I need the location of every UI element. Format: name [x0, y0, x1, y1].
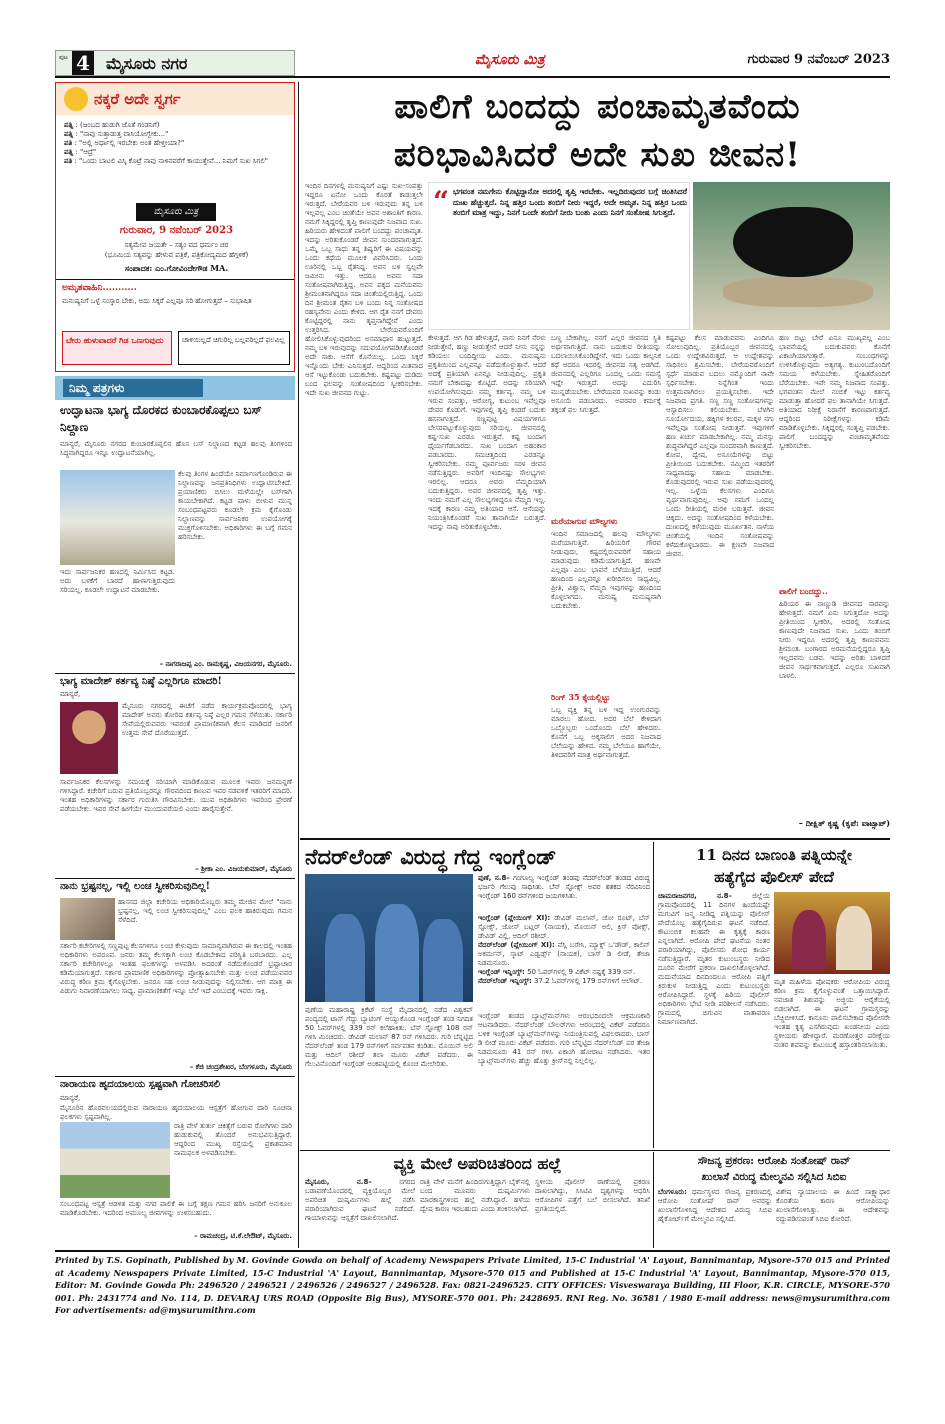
joke-line: ಪತ್ನಿ : "ನಾವು ಸುತ್ತಾಡುತ್ತ ವಾಸಿಯೋಗ್ಬೇಕು...": [64, 130, 169, 138]
player: [423, 919, 463, 1002]
crow-photo: [693, 182, 890, 330]
jokes-title: ನಕ್ಕರೆ ಅದೇ ಸ್ವರ್ಗ: [94, 90, 181, 108]
proverb-right: ಚಾಳಿಯಿಲ್ಲದೆ ಚಿಗುರಿಲ್ಲ ಬಲ್ಲವರಿಲ್ಲದೆ ಫಲವಿಲ್ಲ: [178, 331, 290, 365]
column-rule: [298, 82, 299, 1248]
laughing-face-icon: [64, 87, 88, 111]
imprint: Printed by T.S. Gopinath, Published by M. Govinde Gowda on behalf of Academy Newspapers Private Limited, 15-C Industrial 'A' Layout, Bannimantap, Mysore-570 015 and Printed at Academy Newspapers Private Limited, 15-C Industrial 'A' Layout, Bannimantap, Mysore-570 015 and Published at 15-C Industrial 'A' Layout, Bannimantap, Mysore-570 015, Editor: M. Govinde Gowda Ph: 2496520 / 2496521 / 2496526 / 2496527 / 2496528. Fax: 0821-2496525. CITY OFFICES: Visveswaraya Building, III Floor, K.R. CIRCLE, MYSORE-570 001. Ph: 2431774 and No. 114, D. DEVARAJ URS ROAD (Opposite Big Bus), MYSORE-570 001. Ph: 2428695. RNI Reg. No. 36581 / 1980 E-mail address: news@mysurumithra.com For advertisements: ad@mysurumithra.com: [55, 1255, 890, 1315]
cricket-scores: ಇಂಗ್ಲೆಂಡ್ (ಪ್ಲೇಯಿಂಗ್ XI): ಡೇವಿಡ್ ಮಲಾನ್, ಜೋ ರೂಟ್, ಬೆನ್ ಸ್ಟೋಕ್ಸ್, ಜೋಸ್ ಬಟ್ಲರ್ (ನಾಯಕ), ಮೊಯಿನ್ ಅಲಿ, ಕ್ರಿಸ್ ವೋಕ್ಸ್, ಡೇವಿಡ್ ವಿಲ್ಲಿ, ಆದಿಲ್ ರಶೀದ್. ನೆದರ್‌ಲೆಂಡ್ (ಪ್ಲೇಯಿಂಗ್ XI): ವೆಸ್ಲಿ ಬರೇಸಿ, ಮ್ಯಾಕ್ಸ್ ಒ'ಡೌಡ್, ಕಾಲಿನ್ ಅಕರ್ಮನ್, ಸ್ಕಾಟ್ ಎಡ್ವರ್ಡ್ಸ್ (ನಾಯಕ), ಬಾಸ್ ಡಿ ಲೀಡೆ, ತೇಜಾ ನಿಡಮನೂರು. ಇಂಗ್ಲೆಂಡ್ ಇನ್ನಿಂಗ್ಸ್: 50 ಓವರ್‌ಗಳಲ್ಲಿ 9 ವಿಕೆಟ್ ನಷ್ಟಕ್ಕೆ 339 ರನ್. ನೆದರ್‌ಲೆಂಡ್ ಇನ್ನಿಂಗ್ಸ್: 37.2 ಓವರ್‌ಗಳಲ್ಲಿ 179 ರನ್‌ಗಳಿಗೆ ಆಲೌಟ್.: [478, 914, 650, 985]
letter2-sign: – ಶ್ರೀಕಾ ಎಂ. ವಿಜಯಕುಮಾರ್, ಮೈಸೂರು: [195, 865, 292, 873]
jokes-header: [56, 83, 294, 115]
rock: [723, 277, 873, 307]
handshake-photo: [60, 898, 115, 940]
author-photo: [60, 702, 118, 774]
letters-title: ನಿಮ್ಮ ಪತ್ರಗಳು: [63, 379, 203, 397]
letter2-title: ಭಾಗ್ಯ ಮಾದೇಶ್ ಕರ್ತವ್ಯ ನಿಷ್ಠೆ ಎಲ್ಲರಿಗೂ ಮಾದರಿ!: [60, 676, 222, 687]
letter3-title: ನಾನು ಭ್ರಷ್ಟನಲ್ಲ, ಇಲ್ಲಿ ಲಂಚ ಸ್ವೀಕರಿಸುವುದಿಲ್ಲ!: [60, 881, 210, 892]
divider: [55, 673, 295, 674]
joke-line: ಪತ್ನಿ : (ಜಂಬದ ಹುಡುಗಿ ಜೊತೆ ಗಂಡನಿಗೆ): [64, 121, 160, 129]
date-line: ಗುರುವಾರ 9 ನವೆಂಬರ್ 2023: [747, 52, 890, 67]
section-rule: [300, 1150, 890, 1151]
pull-quote-box: [428, 182, 690, 330]
divider: [55, 1076, 295, 1077]
column-rule: [653, 1152, 654, 1248]
bus-stand-photo: [60, 470, 175, 565]
column-rule: [653, 842, 654, 1148]
joke-line: ಪತಿ : "ಒಂದು ಬಾಟಲಿ ವಿಸ್ಕಿ ಕೊಟ್ರೆ ನಾವು ನಾಳಿನವರೆಗೆ ಕಾಯುತ್ತೇವೆ... ನಿಮಗೆ ಸುಖ ಸಿಗಲಿ": [64, 157, 268, 165]
letter2-sub: ಮಾನ್ಯರೆ,: [60, 690, 81, 698]
attack-headline: ವ್ಯಕ್ತಿ ಮೇಲೆ ಅಪರಿಚಿತರಿಂದ ಹಲ್ಲೆ: [393, 1154, 562, 1173]
footer-rule: [55, 1250, 890, 1252]
letter3-sign: – ಕೆಜಿ ಚಂದ್ರಶೇಖರ, ಬೆಂಗಳೂರು, ಮೈಸೂರು: [189, 1063, 292, 1071]
proverb-left: ಬೇರು ಹುಳುವಾದರೆ ಗಿಡ ಒಣಗುವುದು: [62, 331, 172, 365]
sub-head-1: ಮರೆಯಾಗುವ ಮೌಲ್ಯಗಳು: [551, 516, 618, 526]
divider: [55, 878, 295, 879]
person: [836, 906, 872, 970]
joke-line: ಪತ್ನಿ : "ಆದ್ರೆ": [64, 148, 97, 156]
quote-mark-icon: “: [433, 185, 450, 218]
section-name: ಮೈಸೂರು ನಗರ: [106, 54, 188, 73]
police-headline-2: ಹತ್ಯೆಗೈದ ಪೊಲೀಸ್ ಪೇದೆ: [714, 868, 834, 886]
editor-line: ಸಂಪಾದಕ: ಎಂ.ಗೋವಿಂದೇಗೌಡ MA.: [124, 263, 229, 273]
cricket-intro: ಪುಣೆ, ನ.8– ಗಂಗೂಲ್ಯ ಇಂಗ್ಲೆಂಡ್ ತಂಡವು ನೆದರ್‌ಲೆಂಡ್ ತಂಡದ ವಿರುದ್ಧ ಭರ್ಜರಿ ಗೆಲುವು ಸಾಧಿಸಿತು. ಬೆನ್ ಸ್ಟೋಕ್ಸ್ ಅವರ ಶತಕದ ನೆರವಿನಿಂದ ಇಂಗ್ಲೆಂಡ್ 160 ರನ್‌ಗಳಿಂದ ಜಯಗಳಿಸಿತು.: [478, 874, 650, 900]
credits-date: ಗುರುವಾರ, 9 ನವೆಂಬರ್ 2023: [119, 225, 234, 236]
page-label: ಪುಟ: [59, 54, 68, 61]
credits-logo: ಮೈಸೂರು ಮಿತ್ರ: [136, 203, 216, 221]
jokes-lines: [64, 121, 289, 195]
joke-line: ಪತಿ : "ಅಲ್ಲಿ ಅರ್ಧಾಲ್ಲಿ ಇರಬೇಕು ಅಂತ ಹೇಳ್ತೀಯಾ?": [64, 139, 185, 147]
sit-body-1: ಬೆಂಗಳೂರು: ಧರ್ಮಸ್ಥಳದ ಸೌಜನ್ಯ ಪ್ರಕರಣದಲ್ಲಿ ಆರೋಪಿ ಸಂತೋಷ್ ರಾವ್ ಅವರನ್ನು ಖುಲಾಸೆಗೊಳಿಸಿದ್ದ ಆದೇಶದ ವಿರುದ್ಧ ಸಿಬಿಐ ಹೈಕೋರ್ಟ್‌ಗೆ ಮೇಲ್ಮನವಿ ಸಲ್ಲಿಸಿದೆ.: [658, 1188, 772, 1223]
lead-headline-1: ಪಾಲಿಗೆ ಬಂದದ್ದು ಪಂಚಾಮೃತವೆಂದು: [394, 87, 801, 127]
lead-author: – ದೀಕ್ಷಿತ್ ಕೃಷ್ಣ (ಕೃಪೆ: ವಾಟ್ಸಾಪ್): [798, 818, 890, 828]
sit-headline-2: ಖುಲಾಸೆ ವಿರುದ್ಧ ಮೇಲ್ಮನವಿ ಸಲ್ಲಿಸಿದ ಸಿಬಿಐ: [701, 1171, 847, 1183]
player: [375, 904, 419, 1002]
letter1-title: ಉದ್ಘಾಟನಾ ಭಾಗ್ಯ ದೊರಕದ ಕುಂಬಾರಕೊಪ್ಪಲು ಬಸ್ ನಿಲ್ದಾಣ: [60, 403, 262, 434]
letters-header: [55, 376, 295, 400]
couple-photo: [774, 892, 890, 974]
crow-body: [733, 207, 853, 277]
letter1-sign: – ನಾಗರಾಜಪ್ಪ ಎಂ. ರಾಮಕೃಷ್ಣ, ವಿಜಯನಗರ, ಮೈಸೂರು.: [159, 660, 292, 668]
credits-line2: (ಭೂಮಿಯ ಸತ್ಯವನ್ನು ಹೇಳುವ ಪತ್ರಿಕೆ, ಪತ್ರಿಕೋದ್ಯಮದ ಹೆಗ್ಗಳಿಕೆ): [104, 251, 249, 259]
letter4-sub: ಮಾನ್ಯರೆ,: [60, 1094, 81, 1102]
hospital-photo: [60, 1122, 170, 1198]
cricket-headline: ನೆದರ್‌ಲೆಂಡ್ ವಿರುದ್ಧ ಗೆದ್ದ ಇಂಗ್ಲೆಂಡ್: [305, 844, 557, 869]
amrutavahini-title: ಅಮೃತವಾಹಿನಿ...........: [62, 283, 137, 293]
header-rule: [55, 76, 890, 78]
police-body: ಚಾಮರಾಜನಗರ, ನ.8– ಜಿಲ್ಲೆಯ ಗ್ರಾಮವೊಂದರಲ್ಲಿ 11 ದಿನಗಳ ಹಿಂದೆಯಷ್ಟೇ ಮಗುವಿಗೆ ಜನ್ಮ ನೀಡಿದ್ದ ಪತ್ನಿಯನ್ನು ಪೊಲೀಸ್ ಪೇದೆಯೊಬ್ಬ ಹತ್ಯೆಗೈದಿರುವ ಘಟನೆ ನಡೆದಿದೆ. ಕೌಟುಂಬಿಕ ಕಲಹವೇ ಈ ಕೃತ್ಯಕ್ಕೆ ಕಾರಣ ಎನ್ನಲಾಗಿದೆ. ಆರೋಪಿ ಪೇದೆ ಘಟನೆಯ ನಂತರ ಪರಾರಿಯಾಗಿದ್ದು, ಪೊಲೀಸರು ಶೋಧ ಕಾರ್ಯ ನಡೆಸುತ್ತಿದ್ದಾರೆ. ಮೃತರ ಕುಟುಂಬಸ್ಥರು ನೀಡಿದ ದೂರಿನ ಮೇರೆಗೆ ಪ್ರಕರಣ ದಾಖಲಿಸಿಕೊಳ್ಳಲಾಗಿದೆ. ಮದುವೆಯಾದ ದಿನದಿಂದಲೂ ಆರೋಪಿ ಪತ್ನಿಗೆ ಕಿರುಕುಳ ನೀಡುತ್ತಿದ್ದ ಎಂದು ಕುಟುಂಬಸ್ಥರು ಆರೋಪಿಸಿದ್ದಾರೆ. ಸ್ಥಳಕ್ಕೆ ಹಿರಿಯ ಪೊಲೀಸ್ ಅಧಿಕಾರಿಗಳು ಭೇಟಿ ನೀಡಿ ಪರಿಶೀಲನೆ ನಡೆಸಿದರು. ಗ್ರಾಮದಲ್ಲಿ ಬಿಗುವಿನ ವಾತಾವರಣ ನಿರ್ಮಾಣವಾಗಿದೆ.: [658, 892, 770, 1026]
amrutavahini-text: ಮನುಷ್ಯನಿಗೆ ಒಳ್ಳೆ ಸಂಸ್ಕಾರ ಬೇಕು, ಅದು ಸಿಕ್ಕರೆ ಎಲ್ಲವೂ ಸರಿ ಹೋಗುತ್ತದೆ – ಸುಭಾಷಿತ: [62, 297, 252, 305]
attack-body-1: ಮೈಸೂರು, ನ.8– ನಗರದ ಬಡಾವಣೆಯೊಂದರಲ್ಲಿ ವ್ಯಕ್ತಿಯೊಬ್ಬರ ಮೇಲೆ ಅಪರಿಚಿತ ದುಷ್ಕರ್ಮಿಗಳು ಹಲ್ಲೆ ನಡೆಸಿ ಪರಾರಿಯಾಗಿರುವ ಘಟನೆ ನಡೆದಿದೆ. ಗಾಯಾಳುವನ್ನು ಆಸ್ಪತ್ರೆಗೆ ದಾಖಲಿಸಲಾಗಿದೆ.: [305, 1178, 415, 1222]
lead-headline-2: ಪರಿಭಾವಿಸಿದರೆ ಅದೇ ಸುಖ ಜೀವನ!: [393, 135, 802, 175]
letter4-title: ನಾರಾಯಣ ಹೃದಯಾಲಯ ಸ್ಪಷ್ಟವಾಗಿ ಗೋಚರಿಸಲಿ: [60, 1079, 221, 1090]
divider: [56, 279, 294, 280]
sit-headline-1: ಸೌಜನ್ಯ ಪ್ರಕರಣ: ಆರೋಪಿ ಸಂತೋಷ್ ರಾವ್: [697, 1155, 851, 1167]
sub-head-2: ರಿಂಗ್ 35 ಕೈಯಲ್ಲಿಟ್ಟು: [551, 692, 611, 702]
paper-logo: ಮೈಸೂರು ಮಿತ್ರ: [475, 52, 545, 68]
section-bar: [55, 50, 295, 76]
police-headline-1: 11 ದಿನದ ಬಾಣಂತಿ ಪತ್ನಿಯನ್ನೇ: [696, 846, 852, 864]
sub-head-3: ಪಾಲಿಗೆ ಬಂದದ್ದು..: [779, 586, 828, 596]
pull-quote: ಭಗವಂತ ನಮಗೇನು ಕೊಟ್ಟಿದ್ದಾನೋ ಅದರಲ್ಲಿ ತೃಪ್ತಿ ಇರಬೇಕು. ಇಲ್ಲದಿರುವುದರ ಬಗ್ಗೆ ಚಿಂತಿಸಿದರೆ ದುಃಖ ಹೆಚ್ಚುತ್ತದೆ. ನಿನ್ನ ಹತ್ತಿರ ಒಂದು ತಂಬಿಗೆ ನೀರು ಇದ್ದರೆ, ಅದೇ ಅಮೃತ. ನಿನ್ನ ಹತ್ತಿರ ಒಂದು ತಂಬಿಗೆ ಮಾತ್ರ ಇದ್ದು, ನಿನಗೆ ಒಂದೇ ತಂಬಿಗೆ ನೀರು ಬಂತು ಎಂದು ನಿನಗೆ ಸಂತೋಷ ಸಿಗುತ್ತದೆ.: [453, 187, 687, 217]
section-rule: [300, 838, 890, 840]
credits-line1: ಸತ್ಯಮೇವ ಜಯತೇ – ಸತ್ಯಂ ವದ ಧರ್ಮಂ ಚರ: [124, 241, 229, 249]
jokes-box: [55, 82, 295, 372]
page-number: 4: [72, 51, 94, 75]
cricket-photo: [305, 874, 473, 1002]
letter4-sign: – ರಾಮಚಂದ್ರ, ಟಿ.ಕೆ.ಲೇಔಟ್, ಮೈಸೂರು.: [194, 1232, 292, 1240]
person: [792, 910, 826, 970]
player: [325, 914, 365, 1002]
